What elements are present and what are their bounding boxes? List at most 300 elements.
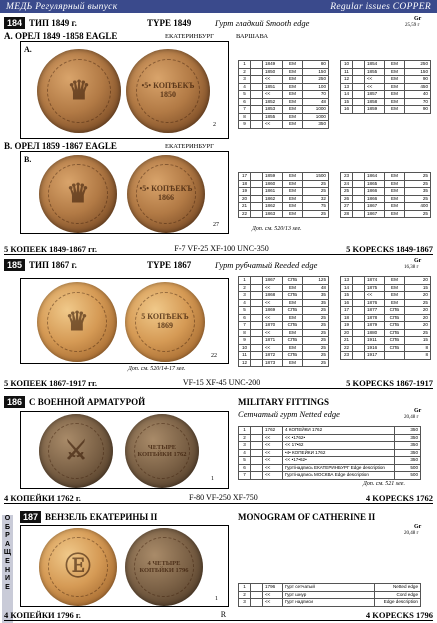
table-row: [239, 203, 329, 211]
table-cell: 15: [405, 337, 431, 345]
table-cell: ЕМ: [385, 98, 405, 106]
frame-letter: B.: [24, 155, 32, 164]
table-cell: 26: [341, 195, 353, 203]
table-cell: [251, 106, 263, 114]
table-cell: 2: [239, 68, 251, 76]
table-cell: СПБ: [385, 329, 405, 337]
table-cell: 48: [303, 284, 329, 292]
table-cell: 250: [405, 61, 431, 69]
table-cell: 35: [303, 299, 329, 307]
table-cell: 4: [239, 449, 251, 457]
section-187-footer: [4, 609, 433, 621]
table-cell: 1500: [303, 173, 329, 181]
table-row: [341, 180, 431, 188]
table-cell: 350: [395, 449, 421, 457]
table-cell: [385, 352, 405, 360]
table-cell: [251, 188, 263, 196]
table-cell: ЕМ: [283, 210, 303, 218]
table-cell: 28: [341, 210, 353, 218]
section-title: С ВОЕННОЙ АРМАТУРОЙ: [29, 397, 146, 407]
table-cell: 1865: [365, 180, 385, 188]
table-cell: 20: [405, 292, 431, 300]
table-cell: 6: [239, 314, 251, 322]
table-cell: [251, 427, 263, 435]
table-cell: 1000: [303, 106, 329, 114]
table-cell: 25: [303, 322, 329, 330]
table-cell: 25: [303, 359, 329, 367]
table-cell: [251, 359, 263, 367]
table-cell: 500: [395, 472, 421, 480]
table-cell: 4 КОПЕЙКИ 1762: [283, 427, 395, 435]
table-cell: 40: [405, 91, 431, 99]
table-cell: [353, 284, 365, 292]
table-cell: 25: [303, 180, 329, 188]
table-cell: 25: [303, 344, 329, 352]
table-cell: 500: [395, 464, 421, 472]
table-cell: [353, 277, 365, 285]
table-cell: 1879: [365, 322, 385, 330]
table-row: [341, 344, 431, 352]
table-cell: 1917: [365, 352, 385, 360]
table-row: [341, 173, 431, 181]
table-row: [341, 277, 431, 285]
photo-index: 1: [211, 476, 214, 482]
table-cell: 1877: [365, 307, 385, 315]
side-letter: Б: [4, 523, 11, 531]
catalog-table: [238, 276, 329, 367]
table-cell: 18: [341, 314, 353, 322]
table-cell: ЕМ: [283, 299, 303, 307]
table-cell: 1878: [365, 314, 385, 322]
table-cell: 1870: [263, 322, 283, 330]
table-cell: 9: [239, 337, 251, 345]
table-row: [341, 83, 431, 91]
table-cell: 7: [239, 472, 251, 480]
table-cell: [353, 203, 365, 211]
table-cell: ЕМ: [283, 359, 303, 367]
table-cell: 14: [341, 284, 353, 292]
section-186-footer: [4, 492, 433, 504]
table-cell: << 17•62: [283, 442, 395, 450]
table-cell: << •1762•: [283, 434, 395, 442]
footer-prices: VF-15 XF-45 UNC-200: [182, 378, 261, 387]
table-cell: [251, 322, 263, 330]
table-cell: 19: [341, 322, 353, 330]
coin-obverse: [39, 414, 113, 488]
table-cell: 350: [395, 434, 421, 442]
table-cell: 25: [303, 314, 329, 322]
table-row: [239, 307, 329, 315]
table-cell: [353, 98, 365, 106]
table-cell: 25: [405, 180, 431, 188]
mint-b: ВАРШАВА: [236, 33, 269, 40]
table-cell: ЕМ: [385, 180, 405, 188]
table-row: [239, 91, 329, 99]
catalog-table: [238, 60, 329, 129]
table-cell: [251, 98, 263, 106]
photo-index: 1: [215, 596, 218, 602]
table-cell: [251, 344, 263, 352]
section-185-header: [4, 259, 317, 271]
table-row: [239, 344, 329, 352]
table-cell: <<: [263, 457, 283, 465]
table-row: [239, 195, 329, 203]
table-cell: 90: [405, 106, 431, 114]
table-row: [239, 106, 329, 114]
table-cell: 1850: [263, 68, 283, 76]
table-cell: ЕМ: [385, 195, 405, 203]
catalog-table: [238, 426, 421, 480]
table-row: [239, 188, 329, 196]
table-cell: [251, 472, 263, 480]
table-cell: ЕМ: [385, 106, 405, 114]
table-row: [341, 195, 431, 203]
table-row: [239, 299, 329, 307]
table-row: [239, 472, 421, 480]
table-cell: [353, 210, 365, 218]
table-cell: 3: [239, 292, 251, 300]
table-cell: [251, 299, 263, 307]
table-row: [341, 299, 431, 307]
table-cell: СПБ: [283, 352, 303, 360]
table-row: [341, 203, 431, 211]
table-cell: ЕМ: [283, 121, 303, 129]
table-row: [239, 121, 329, 129]
table-cell: [251, 121, 263, 129]
table-cell: 1: [239, 277, 251, 285]
table-cell: 25: [405, 329, 431, 337]
table-cell: [251, 284, 263, 292]
table-cell: 25: [303, 188, 329, 196]
table-cell: 100: [303, 83, 329, 91]
table-cell: 1: [239, 584, 251, 592]
table-cell: [251, 449, 263, 457]
table-row: [341, 76, 431, 84]
table-cell: 350: [395, 457, 421, 465]
table-cell: ЕМ: [385, 91, 405, 99]
table-cell: 3: [239, 442, 251, 450]
table-row: [239, 113, 329, 121]
table-row: [341, 106, 431, 114]
catalog-table: [238, 583, 421, 607]
table-cell: [251, 277, 263, 285]
table-row: [239, 284, 329, 292]
coin-frame: [20, 278, 229, 364]
table-cell: 1866: [365, 195, 385, 203]
table-cell: 150: [405, 68, 431, 76]
table-cell: <<: [263, 91, 283, 99]
table-cell: 1863: [263, 210, 283, 218]
side-letter: Р: [5, 532, 10, 540]
table-cell: [251, 457, 263, 465]
table-cell: 20: [405, 314, 431, 322]
table-cell: 1862: [263, 203, 283, 211]
section-number: 187: [20, 511, 41, 523]
table-cell: 1796: [263, 584, 283, 592]
side-label: [2, 515, 13, 623]
title-en: MONOGRAM OF CATHERINE II: [238, 512, 376, 522]
table-cell: Гурт/надпись МОСКВА Edge description: [283, 472, 395, 480]
table-cell: 1852: [263, 98, 283, 106]
table-cell: 20: [405, 322, 431, 330]
table-cell: 22: [341, 344, 353, 352]
side-letter: И: [4, 575, 11, 583]
coin-reverse: 4 ЧЕТЫРЕ КОПѢЙКИ 1796: [125, 528, 203, 606]
coin-frame: [20, 525, 229, 607]
footer-prices: F-7 VF-25 XF-100 UNC-350: [174, 244, 269, 253]
table-cell: 22: [239, 210, 251, 218]
table-cell: 1855: [263, 113, 283, 121]
table-cell: [353, 322, 365, 330]
table-cell: ЕМ: [385, 284, 405, 292]
table-cell: [251, 434, 263, 442]
table-cell: [353, 307, 365, 315]
table-row: [239, 352, 329, 360]
table-row: [239, 584, 421, 592]
catalog-table: [340, 172, 431, 218]
photo-index: 27: [213, 222, 219, 228]
table-row: [239, 427, 421, 435]
footer-en: 5 KOPECKS 1867-1917: [346, 377, 433, 388]
table-cell: ЕМ: [385, 299, 405, 307]
table-cell: 1871: [263, 337, 283, 345]
table-cell: <<: [263, 442, 283, 450]
table-row: [341, 307, 431, 315]
table-cell: 5: [239, 457, 251, 465]
table-cell: ЕМ: [283, 173, 303, 181]
table-cell: <<: [263, 121, 283, 129]
table-cell: 16: [341, 299, 353, 307]
table-row: [239, 322, 329, 330]
page-header: [0, 0, 437, 13]
table-cell: 7: [239, 106, 251, 114]
table-cell: 400: [405, 203, 431, 211]
table-cell: 1762: [263, 427, 283, 435]
table-cell: 1869: [263, 307, 283, 315]
coin-obverse: [39, 155, 117, 233]
table-cell: << •17•62•: [283, 457, 395, 465]
table-cell: 1861: [263, 188, 283, 196]
table-cell: [251, 180, 263, 188]
table-row: [239, 591, 421, 599]
table-cell: 25: [405, 195, 431, 203]
table-cell: 1858: [365, 98, 385, 106]
table-cell: ЕМ: [385, 68, 405, 76]
table-cell: 8: [405, 352, 431, 360]
table-cell: СПБ: [385, 314, 405, 322]
table-cell: Cord edge: [375, 591, 421, 599]
table-cell: 1854: [365, 61, 385, 69]
table-row: [239, 442, 421, 450]
side-letter: Щ: [3, 549, 12, 557]
table-cell: <<: [263, 314, 283, 322]
table-cell: 1851: [263, 83, 283, 91]
table-cell: 24: [341, 180, 353, 188]
table-cell: 350: [303, 121, 329, 129]
table-cell: 18: [239, 180, 251, 188]
table-cell: <<: [365, 292, 385, 300]
table-cell: Гурт надписи: [283, 599, 375, 607]
table-cell: 1855: [365, 68, 385, 76]
table-cell: 20: [405, 307, 431, 315]
table-cell: 350: [395, 427, 421, 435]
mint-a: ЕКАТЕРИНБУРГ: [165, 33, 214, 40]
table-cell: 11: [341, 68, 353, 76]
table-row: [239, 173, 329, 181]
type-en: TYPE 1867: [147, 260, 192, 270]
table-row: [239, 83, 329, 91]
table-cell: 1: [239, 427, 251, 435]
table-cell: 17: [341, 307, 353, 315]
table-cell: ЕМ: [385, 83, 405, 91]
table-cell: 13: [341, 83, 353, 91]
table-cell: 6: [239, 464, 251, 472]
table-row: [239, 337, 329, 345]
coin-frame-b: [20, 151, 229, 234]
table-cell: 75: [303, 203, 329, 211]
table-cell: 1849: [263, 61, 283, 69]
table-row: [239, 180, 329, 188]
title-en: MILITARY FITTINGS: [238, 397, 329, 407]
table-cell: ЕМ: [283, 344, 303, 352]
table-cell: [353, 68, 365, 76]
table-cell: 1859: [263, 173, 283, 181]
table-cell: 23: [341, 173, 353, 181]
table-cell: 11: [239, 352, 251, 360]
table-cell: <<: [263, 449, 283, 457]
table-cell: 15: [341, 98, 353, 106]
table-cell: [251, 442, 263, 450]
catalog-table: [340, 60, 431, 114]
table-cell: СПБ: [283, 322, 303, 330]
table-cell: 1874: [365, 277, 385, 285]
table-cell: [251, 91, 263, 99]
section-184-header: [4, 17, 309, 29]
table-cell: [251, 68, 263, 76]
table-cell: 1867: [365, 210, 385, 218]
table-cell: 35: [303, 292, 329, 300]
table-cell: СПБ: [283, 307, 303, 315]
table-cell: 1862: [263, 195, 283, 203]
table-cell: [251, 464, 263, 472]
table-cell: 1880: [365, 329, 385, 337]
table-cell: ЕМ: [283, 61, 303, 69]
table-cell: 21: [239, 203, 251, 211]
table-cell: 1860: [263, 180, 283, 188]
table-cell: 1867: [365, 203, 385, 211]
table-cell: 1: [239, 61, 251, 69]
table-cell: <<: [263, 284, 283, 292]
table-cell: [353, 180, 365, 188]
header-left: МЕДЬ Регулярный выпуск: [6, 1, 118, 12]
section-number: 185: [4, 259, 25, 271]
table-row: [341, 91, 431, 99]
table-cell: ЕМ: [283, 91, 303, 99]
table-cell: ЕМ: [283, 188, 303, 196]
table-cell: ЕМ: [283, 83, 303, 91]
edge: Сетчатый гурт Netted edge: [238, 409, 340, 419]
table-cell: [251, 76, 263, 84]
table-cell: 25: [303, 337, 329, 345]
table-cell: ЕМ: [283, 106, 303, 114]
table-cell: 20: [239, 195, 251, 203]
table-row: [341, 322, 431, 330]
table-cell: 2: [239, 284, 251, 292]
section-title: ВЕНЗЕЛЬ ЕКАТЕРИНЫ II: [45, 512, 158, 522]
table-cell: ЕМ: [283, 76, 303, 84]
table-cell: [251, 591, 263, 599]
table-cell: СПБ: [283, 292, 303, 300]
side-letter: Е: [5, 557, 10, 565]
table-cell: [353, 188, 365, 196]
table-cell: 23: [341, 352, 353, 360]
table-row: [341, 292, 431, 300]
see-also: Доп. см. 521 see.: [363, 481, 405, 487]
coin-reverse: •5• КОПѢЕКЪ 1866: [127, 155, 205, 233]
table-row: [341, 210, 431, 218]
weight-label: Gr: [414, 408, 422, 414]
table-cell: [353, 292, 365, 300]
table-cell: [353, 91, 365, 99]
coin-obverse: [37, 282, 117, 362]
table-cell: [353, 173, 365, 181]
header-right: Regular issues COPPER: [330, 1, 431, 12]
section-title: ТИП 1849 г.: [29, 18, 77, 28]
table-row: [239, 98, 329, 106]
table-cell: 1872: [263, 352, 283, 360]
table-cell: 16: [341, 106, 353, 114]
table-cell: [353, 314, 365, 322]
table-cell: 8: [239, 113, 251, 121]
table-cell: СПБ: [283, 277, 303, 285]
table-row: [341, 98, 431, 106]
coin-reverse: ЧЕТЫРЕ КОПѢЙКИ 1762: [125, 414, 199, 488]
table-cell: [353, 329, 365, 337]
table-cell: 3: [239, 76, 251, 84]
table-cell: СПБ: [385, 322, 405, 330]
table-cell: •4• КОПЕЙКИ 1762: [283, 449, 395, 457]
table-cell: 1867: [263, 277, 283, 285]
table-cell: ЕМ: [385, 76, 405, 84]
table-cell: 13: [341, 277, 353, 285]
table-cell: 4: [239, 83, 251, 91]
see-also: Доп. см. 520/13 see.: [252, 226, 302, 232]
table-row: [239, 464, 421, 472]
table-row: [239, 329, 329, 337]
table-cell: ЕМ: [385, 210, 405, 218]
side-letter: Н: [4, 566, 11, 574]
table-cell: [251, 329, 263, 337]
table-cell: 17: [239, 173, 251, 181]
table-cell: 1868: [263, 292, 283, 300]
table-cell: ЕМ: [385, 173, 405, 181]
table-cell: [251, 337, 263, 345]
table-row: [341, 68, 431, 76]
table-cell: ЕМ: [385, 61, 405, 69]
coin-reverse: 5 КОПѢЕКЪ 1869: [125, 282, 205, 362]
table-cell: 10: [239, 344, 251, 352]
table-cell: 1875: [365, 284, 385, 292]
table-cell: СПБ: [385, 344, 405, 352]
table-cell: 6: [239, 98, 251, 106]
table-cell: [251, 292, 263, 300]
table-cell: 80: [303, 61, 329, 69]
table-cell: ЕМ: [385, 277, 405, 285]
table-cell: Гурт/надпись ЕКАТЕРИНБУРГ Edge description: [283, 464, 395, 472]
footer-prices: F-80 VF-250 XF-750: [189, 493, 258, 502]
table-row: [341, 352, 431, 360]
footer-en: 4 KOPECKS 1796: [365, 609, 433, 620]
